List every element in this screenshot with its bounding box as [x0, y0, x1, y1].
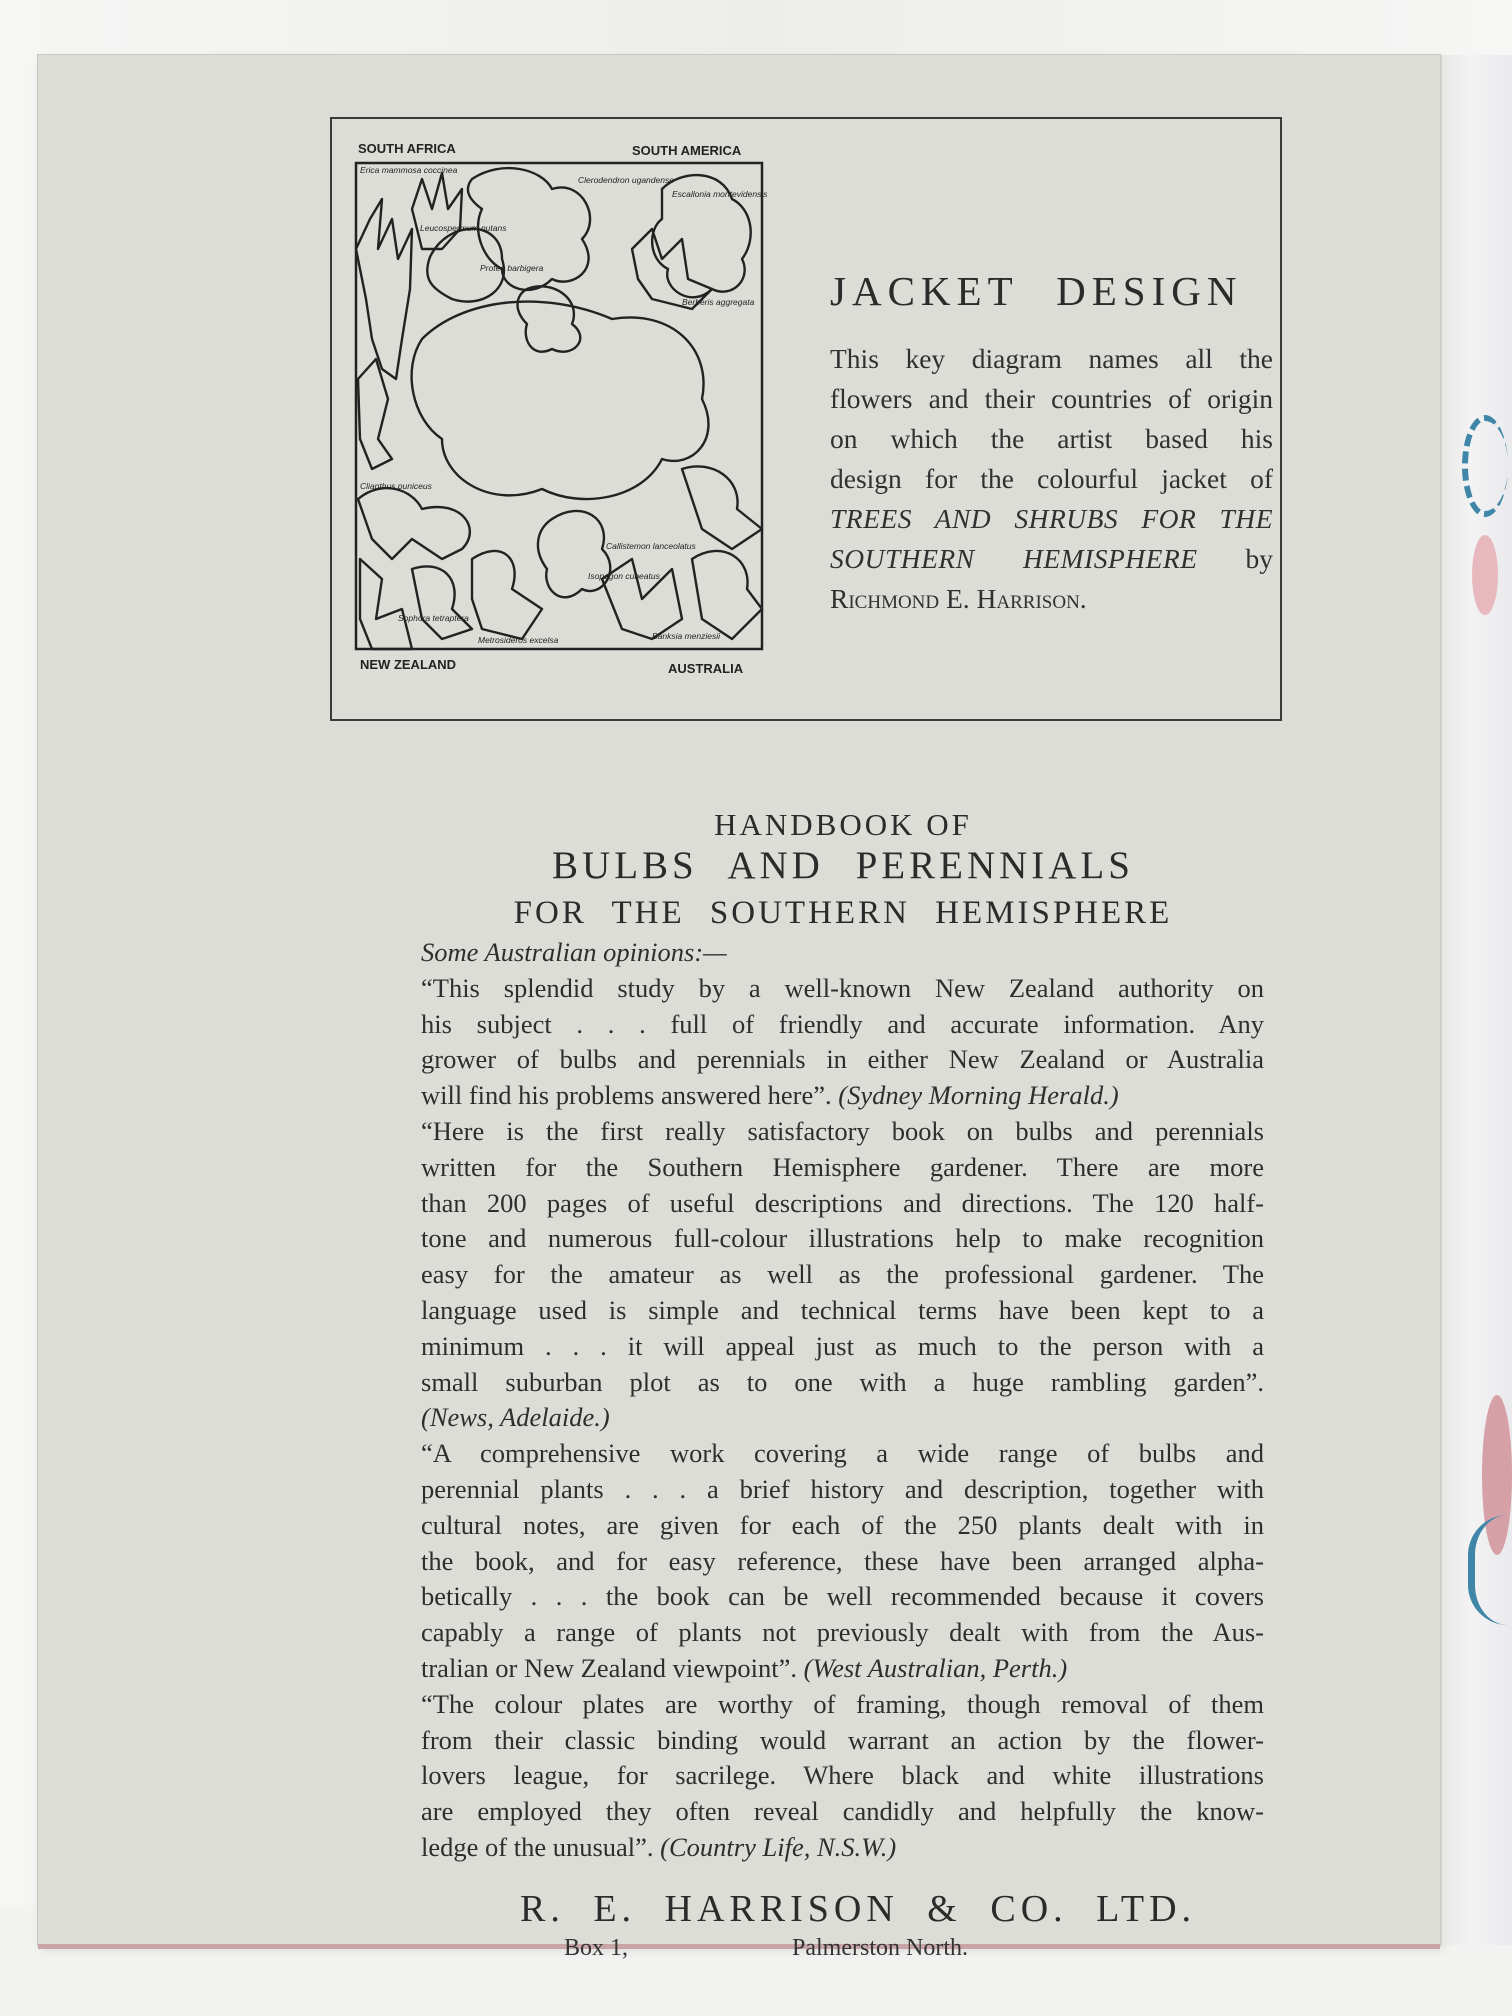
publisher-city: Palmerston North.	[792, 1935, 968, 1961]
jacket-desc-line: design for the colourful jacket of	[830, 463, 1273, 494]
quote-line	[421, 1078, 1264, 1114]
quote-line	[421, 1830, 1264, 1866]
plant-label-leucospermum: Leucospermum nutans	[420, 223, 507, 233]
flower-outlines	[356, 168, 762, 649]
quote-source: (News, Adelaide.)	[421, 1402, 610, 1433]
quote-line: betically . . . the book can be well recommended because it covers	[421, 1581, 1264, 1612]
plant-label-metrosideros: Metrosideros excelsa	[478, 635, 559, 645]
spine-decoration-blue	[1462, 415, 1508, 517]
quote-line: grower of bulbs and perennials in either New Zealand or Australia	[421, 1044, 1264, 1075]
region-label-south-america: SOUTH AMERICA	[632, 143, 742, 158]
book-back-cover	[38, 55, 1440, 1961]
quote-line: are employed they often reveal candidly and helpfully the know-	[421, 1796, 1264, 1827]
quote-line: “The colour plates are worthy of framing, though removal of them	[421, 1688, 1264, 1719]
quote-line: written for the Southern Hemisphere gardener. There are more	[421, 1151, 1264, 1182]
jacket-desc-line: flowers and their countries of origin	[830, 383, 1273, 414]
key-diagram	[352, 139, 787, 699]
quote-source: (West Australian, Perth.)	[803, 1652, 1068, 1683]
quote-source: (Country Life, N.S.W.)	[660, 1831, 897, 1862]
quote-line: language used is simple and technical terms have been kept to a	[421, 1294, 1264, 1325]
quote-text: ledge of the unusual”.	[421, 1831, 661, 1862]
quote-line: the book, and for easy reference, these have been arranged alpha-	[421, 1545, 1264, 1576]
jacket-desc-book-title-2: SOUTHERN HEMISPHERE	[830, 543, 1198, 574]
jacket-desc-line	[830, 539, 1273, 579]
plant-label-escallonia: Escallonia montevidensis	[672, 189, 768, 199]
quote-line: his subject . . . full of friendly and accurate information. Any	[421, 1008, 1264, 1039]
quote-text: will find his problems answered here”.	[421, 1080, 839, 1111]
quote-line: “A comprehensive work covering a wide range of bulbs and	[421, 1438, 1264, 1469]
quote-line: cultural notes, are given for each of the 250 plants dealt with in	[421, 1509, 1264, 1540]
quote-line: capably a range of plants not previously dealt with from the Aus-	[421, 1617, 1264, 1648]
quote-line: from their classic binding would warrant an action by the flower-	[421, 1724, 1264, 1755]
plant-label-banksia: Banksia menziesii	[652, 631, 721, 641]
plant-label-isopogon: Isopogon cuneatus	[588, 571, 660, 581]
plant-label-protea: Protea barbigera	[480, 263, 544, 273]
jacket-fore-edge	[1440, 55, 1512, 1945]
quote-line: perennial plants . . . a brief history and description, together with	[421, 1473, 1264, 1504]
quote-line: easy for the amateur as well as the professional gardener. The	[421, 1259, 1264, 1290]
publisher-box: Box 1,	[564, 1935, 629, 1961]
handbook-heading: HANDBOOK OF	[714, 807, 972, 842]
jacket-desc-author: Richmond E. Harrison.	[830, 583, 1087, 614]
plant-label-callistemon: Callistemon lanceolatus	[606, 541, 696, 551]
quote-text: tralian or New Zealand viewpoint”.	[421, 1652, 804, 1683]
cover-bottom-edge	[38, 1944, 1440, 1949]
quote-line: than 200 pages of useful descriptions and directions. The 120 half-	[421, 1187, 1264, 1218]
quote-line: tone and numerous full-colour illustrations help to make recognition	[421, 1223, 1264, 1254]
plant-label-berberis: Berberis aggregata	[682, 297, 755, 307]
opinions-block	[421, 935, 1264, 1866]
region-label-australia: AUSTRALIA	[668, 661, 744, 676]
jacket-desc-line: This key diagram names all the	[830, 343, 1273, 374]
jacket-design-title: JACKET DESIGN	[830, 268, 1243, 314]
quote-line: minimum . . . it will appeal just as much to the person with a	[421, 1330, 1264, 1361]
quote-line: small suburban plot as to one with a huge rambling garden”.	[421, 1366, 1264, 1397]
region-label-new-zealand: NEW ZEALAND	[360, 657, 457, 672]
spine-decoration-pink	[1472, 535, 1498, 615]
plant-label-clianthus: Clianthus puniceus	[360, 481, 432, 491]
region-label-south-africa: SOUTH AFRICA	[358, 141, 456, 156]
jacket-desc-line: on which the artist based his	[830, 423, 1273, 454]
plant-label-erica: Erica mammosa coccinea	[360, 165, 458, 175]
plant-label-clerodendron: Clerodendron ugandense	[578, 175, 674, 185]
publisher-name: R. E. HARRISON & CO. LTD.	[519, 1888, 1197, 1930]
jacket-desc-book-title: TREES AND SHRUBS FOR THE	[830, 503, 1273, 534]
quote-line: lovers league, for sacrilege. Where black and white illustrations	[421, 1760, 1264, 1791]
handbook-subtitle: FOR THE SOUTHERN HEMISPHERE	[513, 895, 1173, 931]
quote-source: (Sydney Morning Herald.)	[838, 1080, 1119, 1111]
jacket-desc-by: by	[1245, 543, 1273, 574]
handbook-title: BULBS AND PERENNIALS	[552, 844, 1134, 887]
opinions-intro: Some Australian opinions:—	[421, 937, 727, 967]
plant-label-sophora: Sophora tetraptera	[398, 613, 469, 623]
quote-line: “This splendid study by a well-known New Zealand authority on	[421, 972, 1264, 1003]
spine-decoration-blue-lower	[1468, 1515, 1512, 1625]
quote-line	[421, 1651, 1264, 1687]
quote-line: “Here is the first really satisfactory book on bulbs and perennials	[421, 1115, 1264, 1146]
jacket-design-description	[830, 339, 1273, 619]
